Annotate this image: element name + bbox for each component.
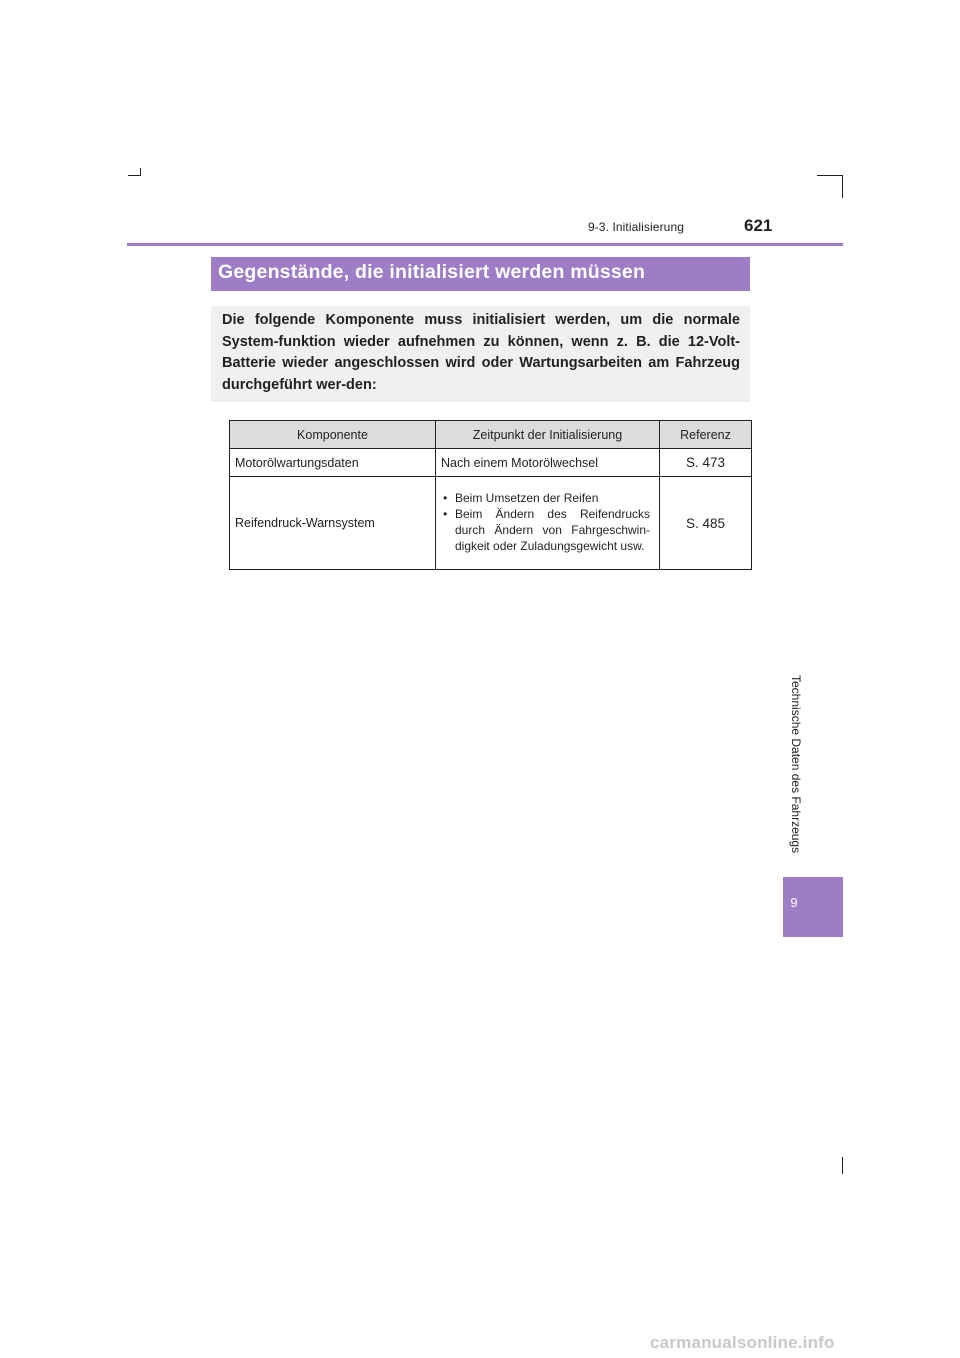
cell-timing: Nach einem Motorölwechsel (436, 449, 660, 477)
crop-mark-top-left-h (128, 175, 140, 176)
intro-text: Die folgende Komponente muss initialisiert werden, um die normale System-funktion wieder aufnehmen zu können, wenn z. B. die 12-Volt-Batterie wieder angeschlossen wird oder Wartungsarbeiten am Fahrzeug durchgeführt wer-den: (222, 312, 740, 393)
cell-timing (436, 477, 660, 570)
column-header-timing: Zeitpunkt der Initialisierung (436, 421, 660, 449)
crop-mark-bottom-right-v (842, 1157, 843, 1174)
section-title-bar (211, 257, 750, 291)
cell-component: Motorölwartungsdaten (230, 449, 436, 477)
header-rule (127, 243, 843, 246)
watermark: carmanualsonline.info (650, 1333, 835, 1352)
cell-reference: S. 485 (660, 477, 752, 570)
column-header-component: Komponente (230, 421, 436, 449)
side-chapter-label: Technische Daten des Fahrzeugs (789, 675, 803, 854)
list-item: • Beim Umsetzen der Reifen (441, 490, 650, 506)
chapter-tab (783, 877, 843, 937)
crop-mark-top-left-v (140, 168, 141, 176)
table-row (230, 477, 752, 570)
intro-box (211, 306, 750, 402)
chapter-number: 9 (790, 895, 798, 910)
cell-reference: S. 473 (660, 449, 752, 477)
table-row (230, 449, 752, 477)
table-header-row (230, 421, 752, 449)
list-item: • Beim Ändern des Reifendrucks durch Ändern von Fahrgeschwin-digkeit oder Zuladungsgewicht usw. (441, 506, 650, 554)
page-number: 621 (744, 216, 773, 235)
initialization-table (229, 420, 752, 570)
cell-component: Reifendruck-Warnsystem (230, 477, 436, 570)
crop-mark-top-right-v (842, 175, 843, 198)
section-title: Gegenstände, die initialisiert werden müssen (218, 261, 646, 283)
running-header-section: 9-3. Initialisierung (587, 220, 684, 234)
crop-mark-top-right-h (817, 175, 842, 176)
column-header-reference: Referenz (660, 421, 752, 449)
timing-list (441, 490, 650, 554)
